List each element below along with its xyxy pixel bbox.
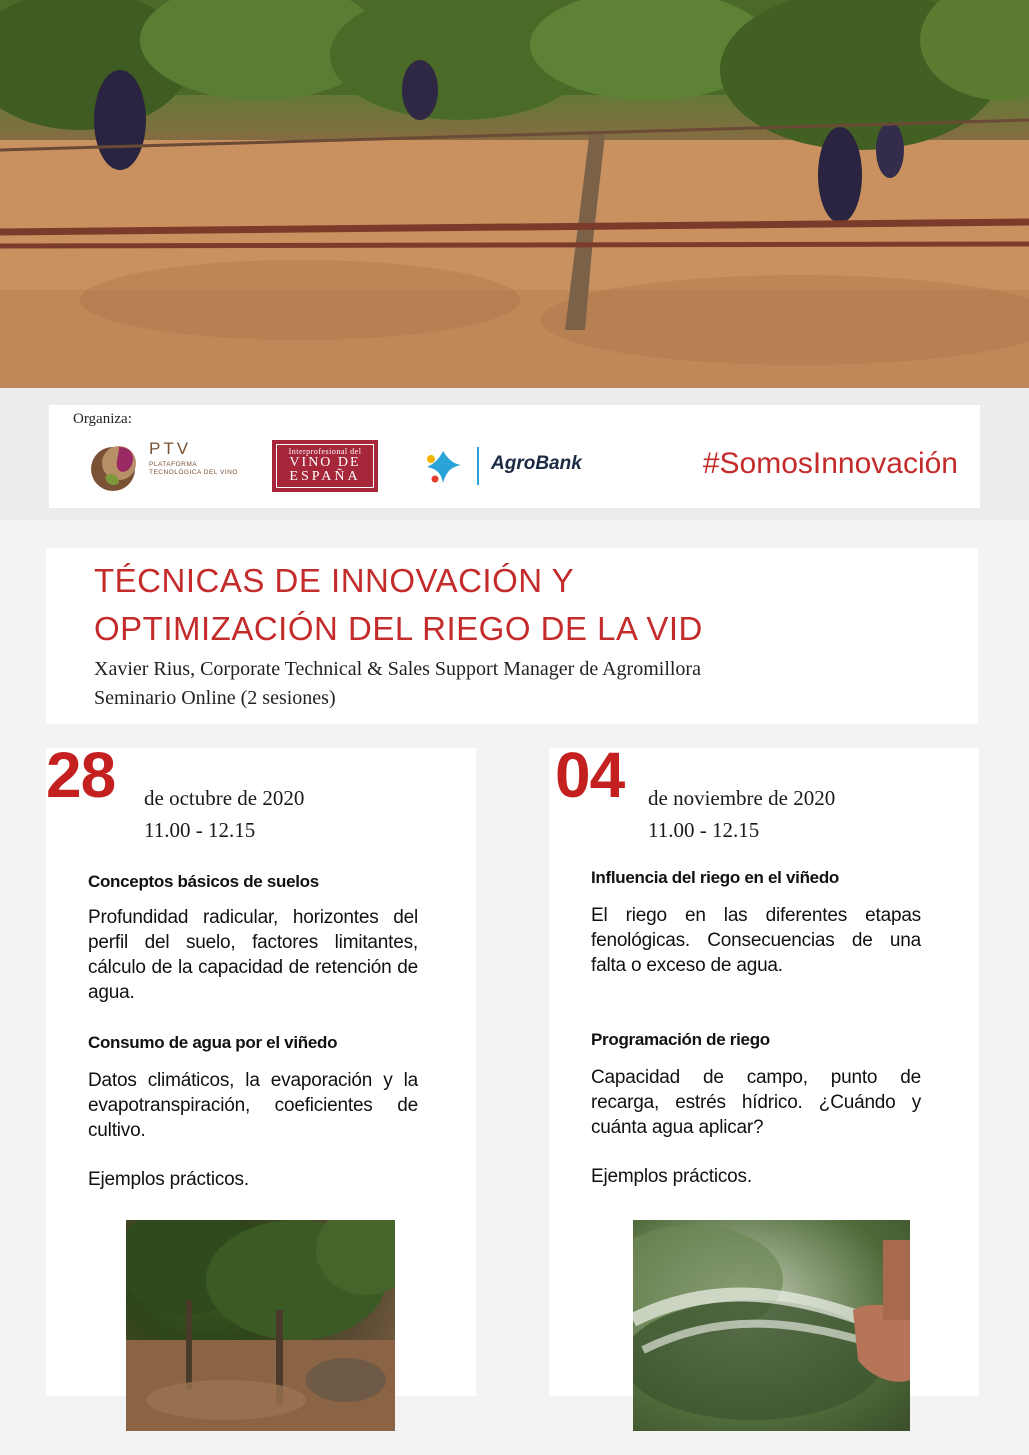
caixa-star-icon — [421, 447, 465, 487]
hero-vineyard-photo — [0, 0, 1029, 388]
session-2-closing: Ejemplos prácticos. — [591, 1166, 752, 1187]
session-2-time: 11.00 - 12.15 — [648, 818, 760, 842]
session-1-day: 28 — [46, 739, 116, 811]
session-1-section-2-body: Datos climáticos, la evaporación y la evapotranspiración, coeficientes de cultivo. — [88, 1070, 418, 1141]
title-line-1: TÉCNICAS DE INNOVACIÓN Y — [94, 562, 575, 599]
session-1-date: de octubre de 2020 — [144, 786, 305, 810]
session-2-section-2-title: Programación de riego — [591, 1030, 770, 1049]
session-2-date: de noviembre de 2020 — [648, 786, 836, 810]
organizers-box — [49, 405, 980, 508]
session-2-section-1-title: Influencia del riego en el viñedo — [591, 868, 839, 887]
session-1-section-2-title: Consumo de agua por el viñedo — [88, 1033, 338, 1052]
speaker-line: Xavier Rius, Corporate Technical & Sales Support Manager de Agromillora — [94, 658, 701, 680]
session-1-closing: Ejemplos prácticos. — [88, 1169, 249, 1190]
water-spray-photo — [633, 1220, 910, 1431]
organizers-label: Organiza: — [73, 411, 132, 427]
vineyard-soil-photo — [126, 1220, 395, 1431]
session-2-section-1-body: El riego en las diferentes etapas fenológicas. Consecuencias de una falta o exceso de agua. — [591, 905, 921, 976]
vino-logo-middle: VINO DE — [289, 455, 361, 470]
agrobank-logo — [421, 445, 611, 487]
session-2-section-2-body: Capacidad de campo, punto de recarga, estrés hídrico. ¿Cuándo y cuánta agua aplicar? — [591, 1067, 921, 1138]
format-line: Seminario Online (2 sesiones) — [94, 687, 336, 709]
ptv-subtitle: PLATAFORMA TECNOLÓGICA DEL VINO — [149, 461, 238, 476]
session-2-day: 04 — [555, 739, 625, 811]
vino-espana-logo — [272, 440, 378, 492]
session-1-section-1-body: Profundidad radicular, horizontes del perfil del suelo, factores limitantes, cálculo de la capacidad de retención de agua. — [88, 907, 418, 1003]
title-line-2: OPTIMIZACIÓN DEL RIEGO DE LA VID — [94, 610, 703, 647]
vineyard-soil-illustration — [126, 1220, 395, 1431]
ptv-grape-icon — [89, 439, 145, 495]
ptv-logo — [89, 439, 238, 495]
session-1-section-1-title: Conceptos básicos de suelos — [88, 872, 319, 891]
agrobank-name: AgroBank — [491, 453, 582, 474]
vino-logo-bottom: ESPAÑA — [289, 469, 361, 484]
vineyard-illustration — [0, 0, 1029, 388]
hashtag: #SomosInnovación — [702, 447, 958, 480]
water-spray-illustration — [633, 1220, 910, 1431]
title-box — [46, 548, 978, 724]
agrobank-separator — [477, 447, 479, 485]
vino-logo-top: Interprofesional del — [288, 447, 362, 456]
ptv-name: PTV — [149, 439, 192, 458]
session-1-time: 11.00 - 12.15 — [144, 818, 256, 842]
